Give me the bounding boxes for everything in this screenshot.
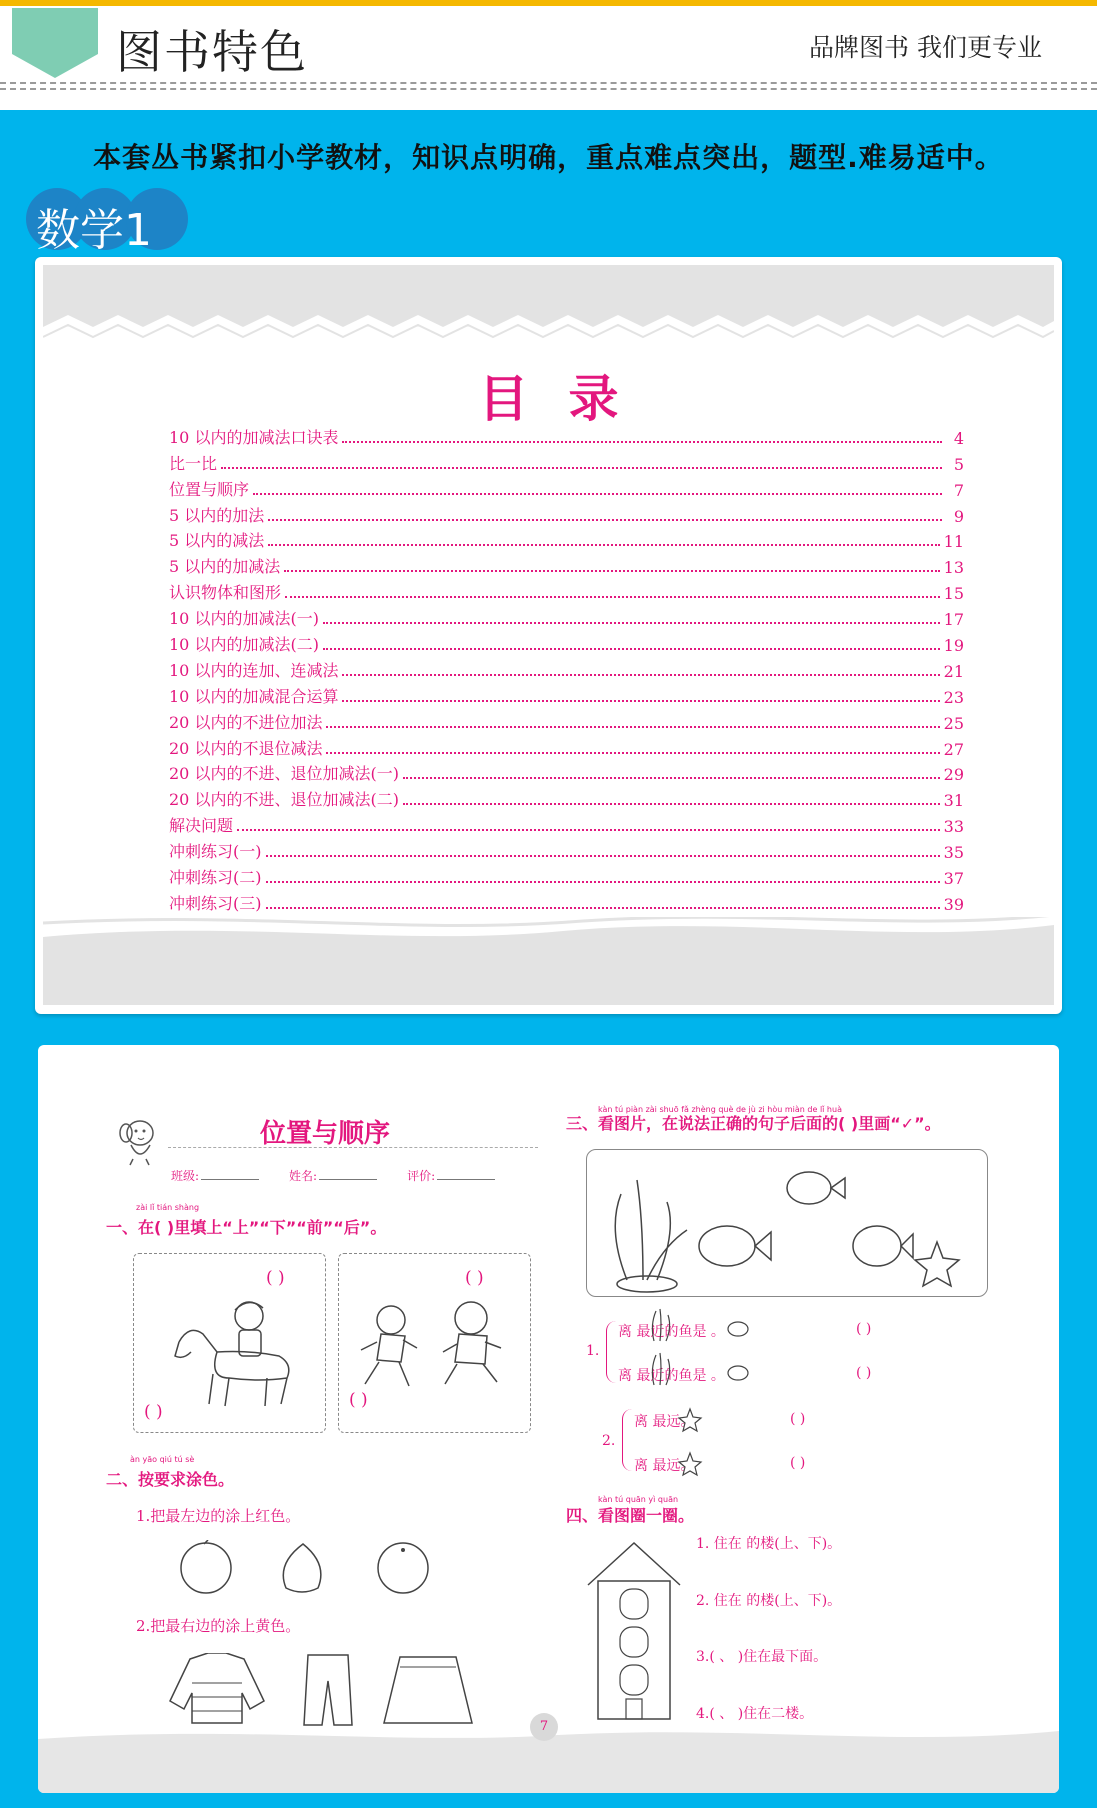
toc-item-label: 位置与顺序 [169,479,250,499]
answer-paren[interactable]: ( ) [266,1268,285,1288]
boy-on-horse-icon [169,1294,309,1414]
toc-leader-dots [342,700,939,702]
toc-leader-dots [268,544,939,546]
toc-leader-dots [221,467,942,469]
toc-leader-dots [268,519,942,521]
name-field[interactable] [319,1179,377,1180]
toc-item-label: 5 以内的加减法 [169,557,281,577]
toc-item-page: 25 [943,713,964,733]
toc-item-label: 冲刺练习(二) [169,868,262,888]
toc-item [169,681,964,707]
toc-item [169,629,964,655]
toc-leader-dots [323,648,940,650]
q3-paren1[interactable]: ( ) [856,1321,872,1337]
subject-badge-label: 数学1 [36,205,152,256]
toc-page [35,257,1062,1014]
toc-item-label: 10 以内的加减法(二) [169,635,319,655]
header-divider [0,82,1097,84]
toc-item-label: 20 以内的不退位减法 [169,738,323,758]
class-field-label: 班级: [171,1169,200,1183]
toc-item [169,810,964,836]
toc-item-label: 冲刺练习(一) [169,842,262,862]
toc-item [169,888,964,914]
toc-item [169,862,964,888]
toc-item-page: 29 [943,765,964,785]
worksheet-page [38,1045,1059,1793]
toc-item-page: 19 [943,636,964,656]
toc-item-label: 20 以内的不进位加法 [169,712,323,732]
toc-list [169,422,964,914]
q4-line2: 2. 住在 的楼(上、下)。 [696,1593,842,1609]
toc-item [169,603,964,629]
q3-heading: 三、看图片，在说法正确的句子后面的( )里画“✓”。 [566,1114,941,1133]
toc-leader-dots [266,907,940,909]
q1-pinyin: zài lǐ tián shàng [136,1203,200,1212]
answer-paren[interactable]: ( ) [349,1390,368,1410]
q3-pinyin: kàn tú piàn zài shuō fǎ zhèng què de jù zi hòu miàn de lǐ huà [598,1105,842,1114]
wave-bottom-band [43,917,1054,1005]
q1-picture-box-1 [133,1253,326,1433]
toc-leader-dots [323,622,940,624]
toc-item-label: 10 以内的加减法口诀表 [169,427,339,447]
q2-pinyin: àn yāo qiú tú sè [130,1455,195,1464]
toc-item [169,759,964,785]
toc-item-page: 23 [943,687,964,707]
toc-item-page: 4 [953,428,964,448]
brace [606,1321,616,1383]
answer-paren[interactable]: ( ) [465,1268,484,1288]
toc-item-label: 20 以内的不进、退位加减法(二) [169,790,399,810]
seaweed-fish-starfish-icon [587,1150,987,1296]
page-number: 7 [530,1713,558,1741]
q2-sub1: 1.把最左边的涂上红色。 [136,1507,301,1525]
q3-paren3[interactable]: ( ) [790,1411,806,1427]
toc-leader-dots [342,674,939,676]
q2-heading: 二、按要求涂色。 [106,1470,235,1489]
title-dashline [168,1147,538,1148]
toc-item-page: 39 [943,894,964,914]
toc-item-page: 9 [953,506,964,526]
toc-item [169,551,964,577]
q1-heading: 一、在( )里填上“上”“下”“前”“后”。 [106,1218,387,1237]
q3-line2: 离 最近的鱼是 。 [618,1368,725,1384]
intro-text: 本套丛书紧扣小学教材，知识点明确，重点难点突出，题型.难易适中。 [93,141,1004,174]
q3-line4: 离 最远。 [634,1458,695,1474]
toc-leader-dots [253,493,942,495]
toc-item-page: 33 [943,817,964,837]
q3-n2: 2. [602,1433,616,1449]
header-slogan: 品牌图书 我们更专业 [809,33,1042,62]
q4-heading: 四、看图圈一圈。 [566,1506,695,1525]
toc-item [169,655,964,681]
toc-title: 目录 [478,370,659,428]
answer-paren[interactable]: ( ) [144,1402,163,1422]
toc-item [169,422,964,448]
worksheet-title: 位置与顺序 [260,1119,391,1149]
toc-item [169,784,964,810]
toc-item [169,500,964,526]
toc-leader-dots [403,803,940,805]
header-divider [0,88,1097,90]
sea-picture-box [586,1149,988,1297]
q4-line3: 3.( 、 )住在最下面。 [696,1649,828,1665]
q3-paren4[interactable]: ( ) [790,1455,806,1471]
toc-item-page: 7 [953,480,964,500]
toc-item-label: 10 以内的加减混合运算 [169,686,339,706]
q3-n1: 1. [586,1343,600,1359]
toc-item [169,526,964,552]
toc-item-label: 10 以内的加减法(一) [169,609,319,629]
toc-item-label: 5 以内的加法 [169,505,265,525]
toc-item-label: 比一比 [169,453,218,473]
toc-item-page: 21 [943,661,964,681]
clothes-icon [168,1653,478,1727]
zigzag-top-band [43,265,1054,353]
toc-item [169,836,964,862]
q4-line1: 1. 住在 的楼(上、下)。 [696,1536,842,1552]
subject-badge [26,188,188,256]
toc-item-page: 5 [953,454,964,474]
toc-item-page: 35 [943,843,964,863]
q4-pinyin: kàn tú quān yì quān [598,1495,679,1504]
q4-line4: 4.( 、 )住在二楼。 [696,1706,814,1722]
q3-line3: 离 最远。 [634,1414,695,1430]
toc-leader-dots [285,596,940,598]
puppy-icon [116,1115,162,1167]
q2-sub2: 2.把最右边的涂上黄色。 [136,1617,301,1635]
toc-item [169,733,964,759]
q3-inline-icons [648,1307,768,1477]
toc-item-page: 27 [943,739,964,759]
toc-item [169,448,964,474]
toc-item-page: 17 [943,610,964,630]
toc-leader-dots [266,855,940,857]
toc-item-page: 13 [943,558,964,578]
toc-item-page: 11 [943,532,964,552]
toc-item [169,474,964,500]
toc-item [169,577,964,603]
toc-item-label: 5 以内的减法 [169,531,265,551]
toc-item-label: 冲刺练习(三) [169,893,262,913]
grade-field[interactable] [437,1179,495,1180]
toc-item-label: 20 以内的不进、退位加减法(一) [169,764,399,784]
running-kids-icon [351,1300,521,1400]
student-fields [171,1167,495,1184]
grade-field-label: 评价: [407,1169,436,1183]
toc-item-label: 认识物体和图形 [169,583,282,603]
header [0,0,1097,110]
toc-leader-dots [266,881,940,883]
q1-picture-box-2 [338,1253,531,1433]
header-top-line [0,0,1097,6]
toc-leader-dots [326,752,939,754]
header-title: 图书特色 [116,25,308,79]
name-field-label: 姓名: [289,1169,318,1183]
fruits-icon [178,1540,448,1596]
header-tab-icon [12,8,98,78]
apartment-building-icon [584,1541,684,1721]
toc-leader-dots [403,777,940,779]
toc-leader-dots [284,570,939,572]
toc-leader-dots [326,726,939,728]
q3-line1: 离 最近的鱼是 。 [618,1324,725,1340]
toc-item-page: 15 [943,584,964,604]
brace [622,1409,632,1471]
toc-item [169,707,964,733]
toc-leader-dots [237,829,940,831]
toc-item-label: 解决问题 [169,816,234,836]
toc-item-label: 10 以内的连加、连减法 [169,660,339,680]
toc-leader-dots [342,441,942,443]
q3-paren2[interactable]: ( ) [856,1365,872,1381]
toc-item-page: 37 [943,869,964,889]
toc-item-page: 31 [943,791,964,811]
class-field[interactable] [201,1179,259,1180]
